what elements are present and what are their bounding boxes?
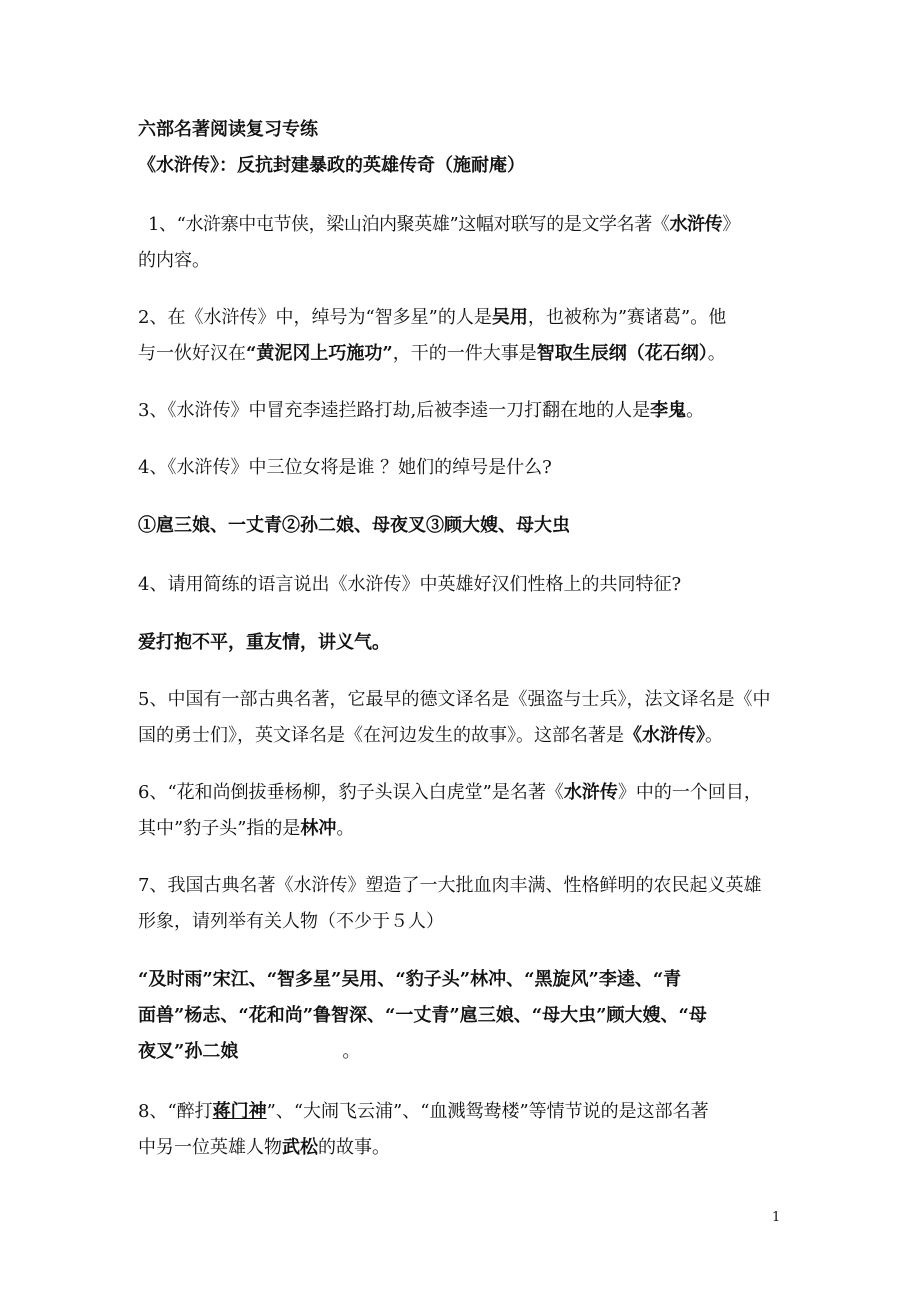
q7-answer-line1: “及时雨”宋江、“智多星”吴用、“豹子头”林冲、“黑旋风”李逵、“青: [138, 969, 682, 990]
q2-line1: 2、在《水浒传》中，绰号为“智多星”的人是吴用，也被称为”赛诸葛”。他: [138, 307, 727, 328]
q3-line: 3、《水浒传》中冒充李逵拦路打劫,后被李逵一刀打翻在地的人是李鬼。: [138, 400, 705, 421]
page-number: 1: [772, 1210, 781, 1225]
q7-line1: 7、我国古典名著《水浒传》塑造了一大批血肉丰满、性格鲜明的农民起义英雄: [138, 875, 762, 896]
q5-line1: 5、中国有一部古典名著，它最早的德文译名是《强盗与士兵》，法文译名是《中: [138, 689, 771, 710]
q7-line2: 形象，请列举有关人物（不少于５人）: [138, 911, 444, 932]
q6-line2: 其中”豹子头”指的是林冲。: [138, 818, 355, 839]
q8-line1: 8、“醉打蒋门神”、“大闹飞云浦”、“血溅鸳鸯楼”等情节说的是这部名著: [138, 1101, 709, 1122]
page-title: 六部名著阅读复习专练: [138, 119, 318, 140]
q6-line1: 6、“花和尚倒拔垂杨柳，豹子头误入白虎堂”是名著《水浒传》中的一个回目，: [138, 782, 762, 803]
q5-line2: 国的勇士们》，英文译名是《在河边发生的故事》。这部名著是《水浒传》。: [138, 725, 723, 746]
q2-line2: 与一伙好汉在“黄泥冈上巧施功”，干的一件大事是智取生辰纲（花石纲）。: [138, 343, 726, 364]
q7-answer-line2: 面兽”杨志、“花和尚”鲁智深、“一丈青”扈三娘、“母大虫”顾大嫂、“母: [138, 1005, 707, 1026]
q1-line1: 1、“水浒寨中屯节侠，梁山泊内聚英雄”这幅对联写的是文学名著《水浒传》: [148, 214, 740, 235]
q4b-answer: 爱打抱不平，重友情，讲义气。: [138, 632, 390, 653]
q1-line2: 的内容。: [138, 250, 210, 271]
q4b-question: 4、请用简练的语言说出《水浒传》中英雄好汉们性格上的共同特征?: [138, 574, 682, 595]
q7-answer-line3: 夜叉”孙二娘 。: [138, 1041, 361, 1062]
q8-line2: 中另一位英雄人物武松的故事。: [138, 1137, 390, 1158]
q4-answer: ①扈三娘、一丈青②孙二娘、母夜叉③顾大嫂、母大虫: [138, 515, 570, 536]
q4-question: 4、《水浒传》中三位女将是谁 ？她们的绰号是什么?: [138, 457, 552, 478]
section-subtitle: 《水浒传》：反抗封建暴政的英雄传奇（施耐庵）: [138, 155, 525, 176]
